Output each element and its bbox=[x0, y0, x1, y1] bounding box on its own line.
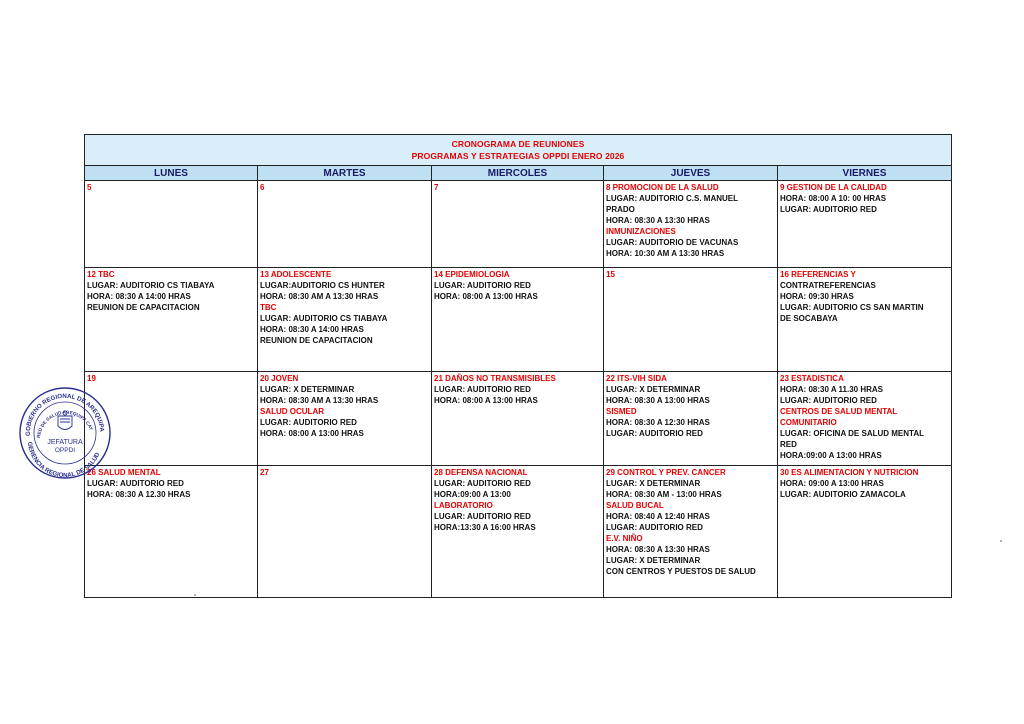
event-line: LUGAR: X DETERMINAR bbox=[606, 479, 701, 488]
seal-center-line-1: JEFATURA bbox=[47, 439, 83, 446]
event-line: HORA: 08:30 A 11.30 HRAS bbox=[780, 385, 883, 394]
day-number: 5 bbox=[87, 183, 92, 192]
event-line: HORA: 08:30 A 13:30 HRAS bbox=[606, 216, 710, 225]
event-title: 12 TBC bbox=[87, 270, 115, 279]
header-viernes: VIERNES bbox=[778, 166, 951, 181]
cell-jan-13 bbox=[258, 268, 432, 372]
event-line: HORA: 08:40 A 12:40 HRAS bbox=[606, 512, 710, 521]
cell-jan-14 bbox=[432, 268, 604, 372]
event-line: LUGAR: X DETERMINAR bbox=[260, 385, 355, 394]
event-line: LUGAR: AUDITORIO DE VACUNAS bbox=[606, 238, 739, 247]
event-line: HORA: 09:30 HRAS bbox=[780, 292, 854, 301]
event-line: HORA: 08:30 A 12.30 HRAS bbox=[87, 490, 191, 499]
cell-jan-23 bbox=[778, 372, 951, 466]
event-line: LUGAR: AUDITORIO RED bbox=[780, 205, 877, 214]
event-line: HORA: 08:30 A 13:00 HRAS bbox=[606, 396, 710, 405]
cell-jan-29 bbox=[604, 466, 778, 598]
event-title: 23 ESTADISTICA bbox=[780, 374, 844, 383]
header-jueves: JUEVES bbox=[604, 166, 778, 181]
event-title: SALUD OCULAR bbox=[260, 407, 324, 416]
event-line: HORA: 08:00 A 13:00 HRAS bbox=[260, 429, 364, 438]
event-title: 28 DEFENSA NACIONAL bbox=[434, 468, 528, 477]
event-line: CONTRATREFERENCIAS bbox=[780, 281, 876, 290]
cell-jan-12 bbox=[85, 268, 258, 372]
event-line: LUGAR: AUDITORIO RED bbox=[260, 418, 357, 427]
event-line: HORA: 08:30 A 14:00 HRAS bbox=[260, 325, 364, 334]
event-line: CON CENTROS Y PUESTOS DE SALUD bbox=[606, 567, 756, 576]
title-line-2: PROGRAMAS Y ESTRATEGIAS OPPDI ENERO 2026 bbox=[411, 151, 625, 161]
cell-jan-15 bbox=[604, 268, 778, 372]
event-line: REUNION DE CAPACITACION bbox=[87, 303, 200, 312]
event-line: LUGAR: AUDITORIO RED bbox=[87, 479, 184, 488]
event-line: HORA: 08:00 A 13:00 HRAS bbox=[434, 396, 538, 405]
cell-jan-16 bbox=[778, 268, 951, 372]
day-number: 6 bbox=[260, 183, 265, 192]
schedule-table bbox=[84, 134, 952, 598]
cell-jan-20 bbox=[258, 372, 432, 466]
event-line: LUGAR: AUDITORIO RED bbox=[606, 429, 703, 438]
event-line: LUGAR: AUDITORIO RED bbox=[434, 512, 531, 521]
event-line: HORA:13:30 A 16:00 HRAS bbox=[434, 523, 536, 532]
event-line: LUGAR:AUDITORIO CS HUNTER bbox=[260, 281, 385, 290]
cell-jan-9 bbox=[778, 181, 951, 268]
cell-jan-22 bbox=[604, 372, 778, 466]
event-line: HORA: 08:30 A 12:30 HRAS bbox=[606, 418, 710, 427]
event-title: 22 ITS-VIH SIDA bbox=[606, 374, 667, 383]
event-line: HORA: 08:30 AM A 13:30 HRAS bbox=[260, 292, 379, 301]
event-line: HORA:09:00 A 13:00 HRAS bbox=[780, 451, 882, 460]
event-title: 8 PROMOCION DE LA SALUD bbox=[606, 183, 719, 192]
event-line: LUGAR: OFICINA DE SALUD MENTAL bbox=[780, 429, 924, 438]
event-title: TBC bbox=[260, 303, 277, 312]
event-line: DE SOCABAYA bbox=[780, 314, 838, 323]
event-line: LUGAR: AUDITORIO CS SAN MARTIN bbox=[780, 303, 924, 312]
event-line: LUGAR: AUDITORIO RED bbox=[434, 281, 531, 290]
cell-jan-5 bbox=[85, 181, 258, 268]
day-number: 15 bbox=[606, 270, 615, 279]
event-title: 16 REFERENCIAS Y bbox=[780, 270, 856, 279]
seal-inner-text: RED DE SALUD AREQUIPA CAY bbox=[35, 409, 94, 439]
event-title: 26 SALUD MENTAL bbox=[87, 468, 161, 477]
cell-jan-8 bbox=[604, 181, 778, 268]
cell-jan-6 bbox=[258, 181, 432, 268]
cell-jan-7 bbox=[432, 181, 604, 268]
header-miercoles: MIERCOLES bbox=[432, 166, 604, 181]
calendar-grid bbox=[85, 166, 951, 598]
event-line: LUGAR: X DETERMINAR bbox=[606, 556, 701, 565]
event-line: PRADO bbox=[606, 205, 635, 214]
day-number: 7 bbox=[434, 183, 439, 192]
event-line: LUGAR: AUDITORIO CS TIABAYA bbox=[260, 314, 388, 323]
header-lunes: LUNES bbox=[85, 166, 258, 181]
event-title: COMUNITARIO bbox=[780, 418, 837, 427]
event-line: LUGAR: AUDITORIO RED bbox=[434, 385, 531, 394]
seal-outer-ring bbox=[20, 388, 110, 478]
seal-center-line-2: OPPDI bbox=[54, 447, 76, 454]
title-band bbox=[85, 135, 951, 166]
event-line: LUGAR: AUDITORIO RED bbox=[606, 523, 703, 532]
event-title: E.V. NIÑO bbox=[606, 534, 643, 543]
event-line: HORA: 10:30 AM A 13:30 HRAS bbox=[606, 249, 725, 258]
event-line: LUGAR: AUDITORIO C.S. MANUEL bbox=[606, 194, 738, 203]
header-martes: MARTES bbox=[258, 166, 432, 181]
cell-jan-21 bbox=[432, 372, 604, 466]
event-line: HORA: 08:30 A 13:30 HRAS bbox=[606, 545, 710, 554]
official-seal-stamp bbox=[18, 386, 112, 480]
event-line: HORA: 08:00 A 13:00 HRAS bbox=[434, 292, 538, 301]
event-line: HORA: 09:00 A 13:00 HRAS bbox=[780, 479, 884, 488]
event-title: 13 ADOLESCENTE bbox=[260, 270, 332, 279]
day-number: 27 bbox=[260, 468, 269, 477]
title-line-1: CRONOGRAMA DE REUNIONES bbox=[451, 139, 585, 149]
event-title: 9 GESTION DE LA CALIDAD bbox=[780, 183, 887, 192]
event-title: 14 EPIDEMIOLOGIA bbox=[434, 270, 510, 279]
scan-speck bbox=[1000, 540, 1002, 542]
event-line: REUNION DE CAPACITACION bbox=[260, 336, 373, 345]
scan-speck bbox=[194, 594, 196, 596]
event-line: LUGAR: AUDITORIO CS TIABAYA bbox=[87, 281, 215, 290]
cell-jan-28 bbox=[432, 466, 604, 598]
event-title: LABORATORIO bbox=[434, 501, 493, 510]
seal-top-text: GOBIERNO REGIONAL DE AREQUIPA bbox=[24, 392, 106, 437]
event-title: SISMED bbox=[606, 407, 637, 416]
cell-jan-26 bbox=[85, 466, 258, 598]
event-title: 29 CONTROL Y PREV. CANCER bbox=[606, 468, 726, 477]
event-line: HORA: 08:00 A 10: 00 HRAS bbox=[780, 194, 887, 203]
event-title: INMUNIZACIONES bbox=[606, 227, 676, 236]
event-line: LUGAR: AUDITORIO RED bbox=[780, 396, 877, 405]
event-title: CENTROS DE SALUD MENTAL bbox=[780, 407, 898, 416]
event-line: LUGAR: X DETERMINAR bbox=[606, 385, 701, 394]
day-number: 19 bbox=[87, 374, 96, 383]
event-line: HORA: 08:30 A 14:00 HRAS bbox=[87, 292, 191, 301]
cell-jan-27 bbox=[258, 466, 432, 598]
seal-bottom-text: GERENCIA REGIONAL DE SALUD bbox=[25, 441, 102, 480]
event-title: 30 ES ALIMENTACION Y NUTRICION bbox=[780, 468, 919, 477]
event-title: 20 JOVEN bbox=[260, 374, 299, 383]
event-line: LUGAR: AUDITORIO RED bbox=[434, 479, 531, 488]
event-line: HORA: 08:30 AM - 13:00 HRAS bbox=[606, 490, 722, 499]
event-line: HORA:09:00 A 13:00 bbox=[434, 490, 511, 499]
event-line: LUGAR: AUDITORIO ZAMACOLA bbox=[780, 490, 906, 499]
event-line: RED bbox=[780, 440, 797, 449]
event-title: SALUD BUCAL bbox=[606, 501, 664, 510]
event-line: HORA: 08:30 AM A 13:30 HRAS bbox=[260, 396, 379, 405]
event-title: 21 DAÑOS NO TRANSMISIBLES bbox=[434, 374, 556, 383]
cell-jan-30 bbox=[778, 466, 951, 598]
